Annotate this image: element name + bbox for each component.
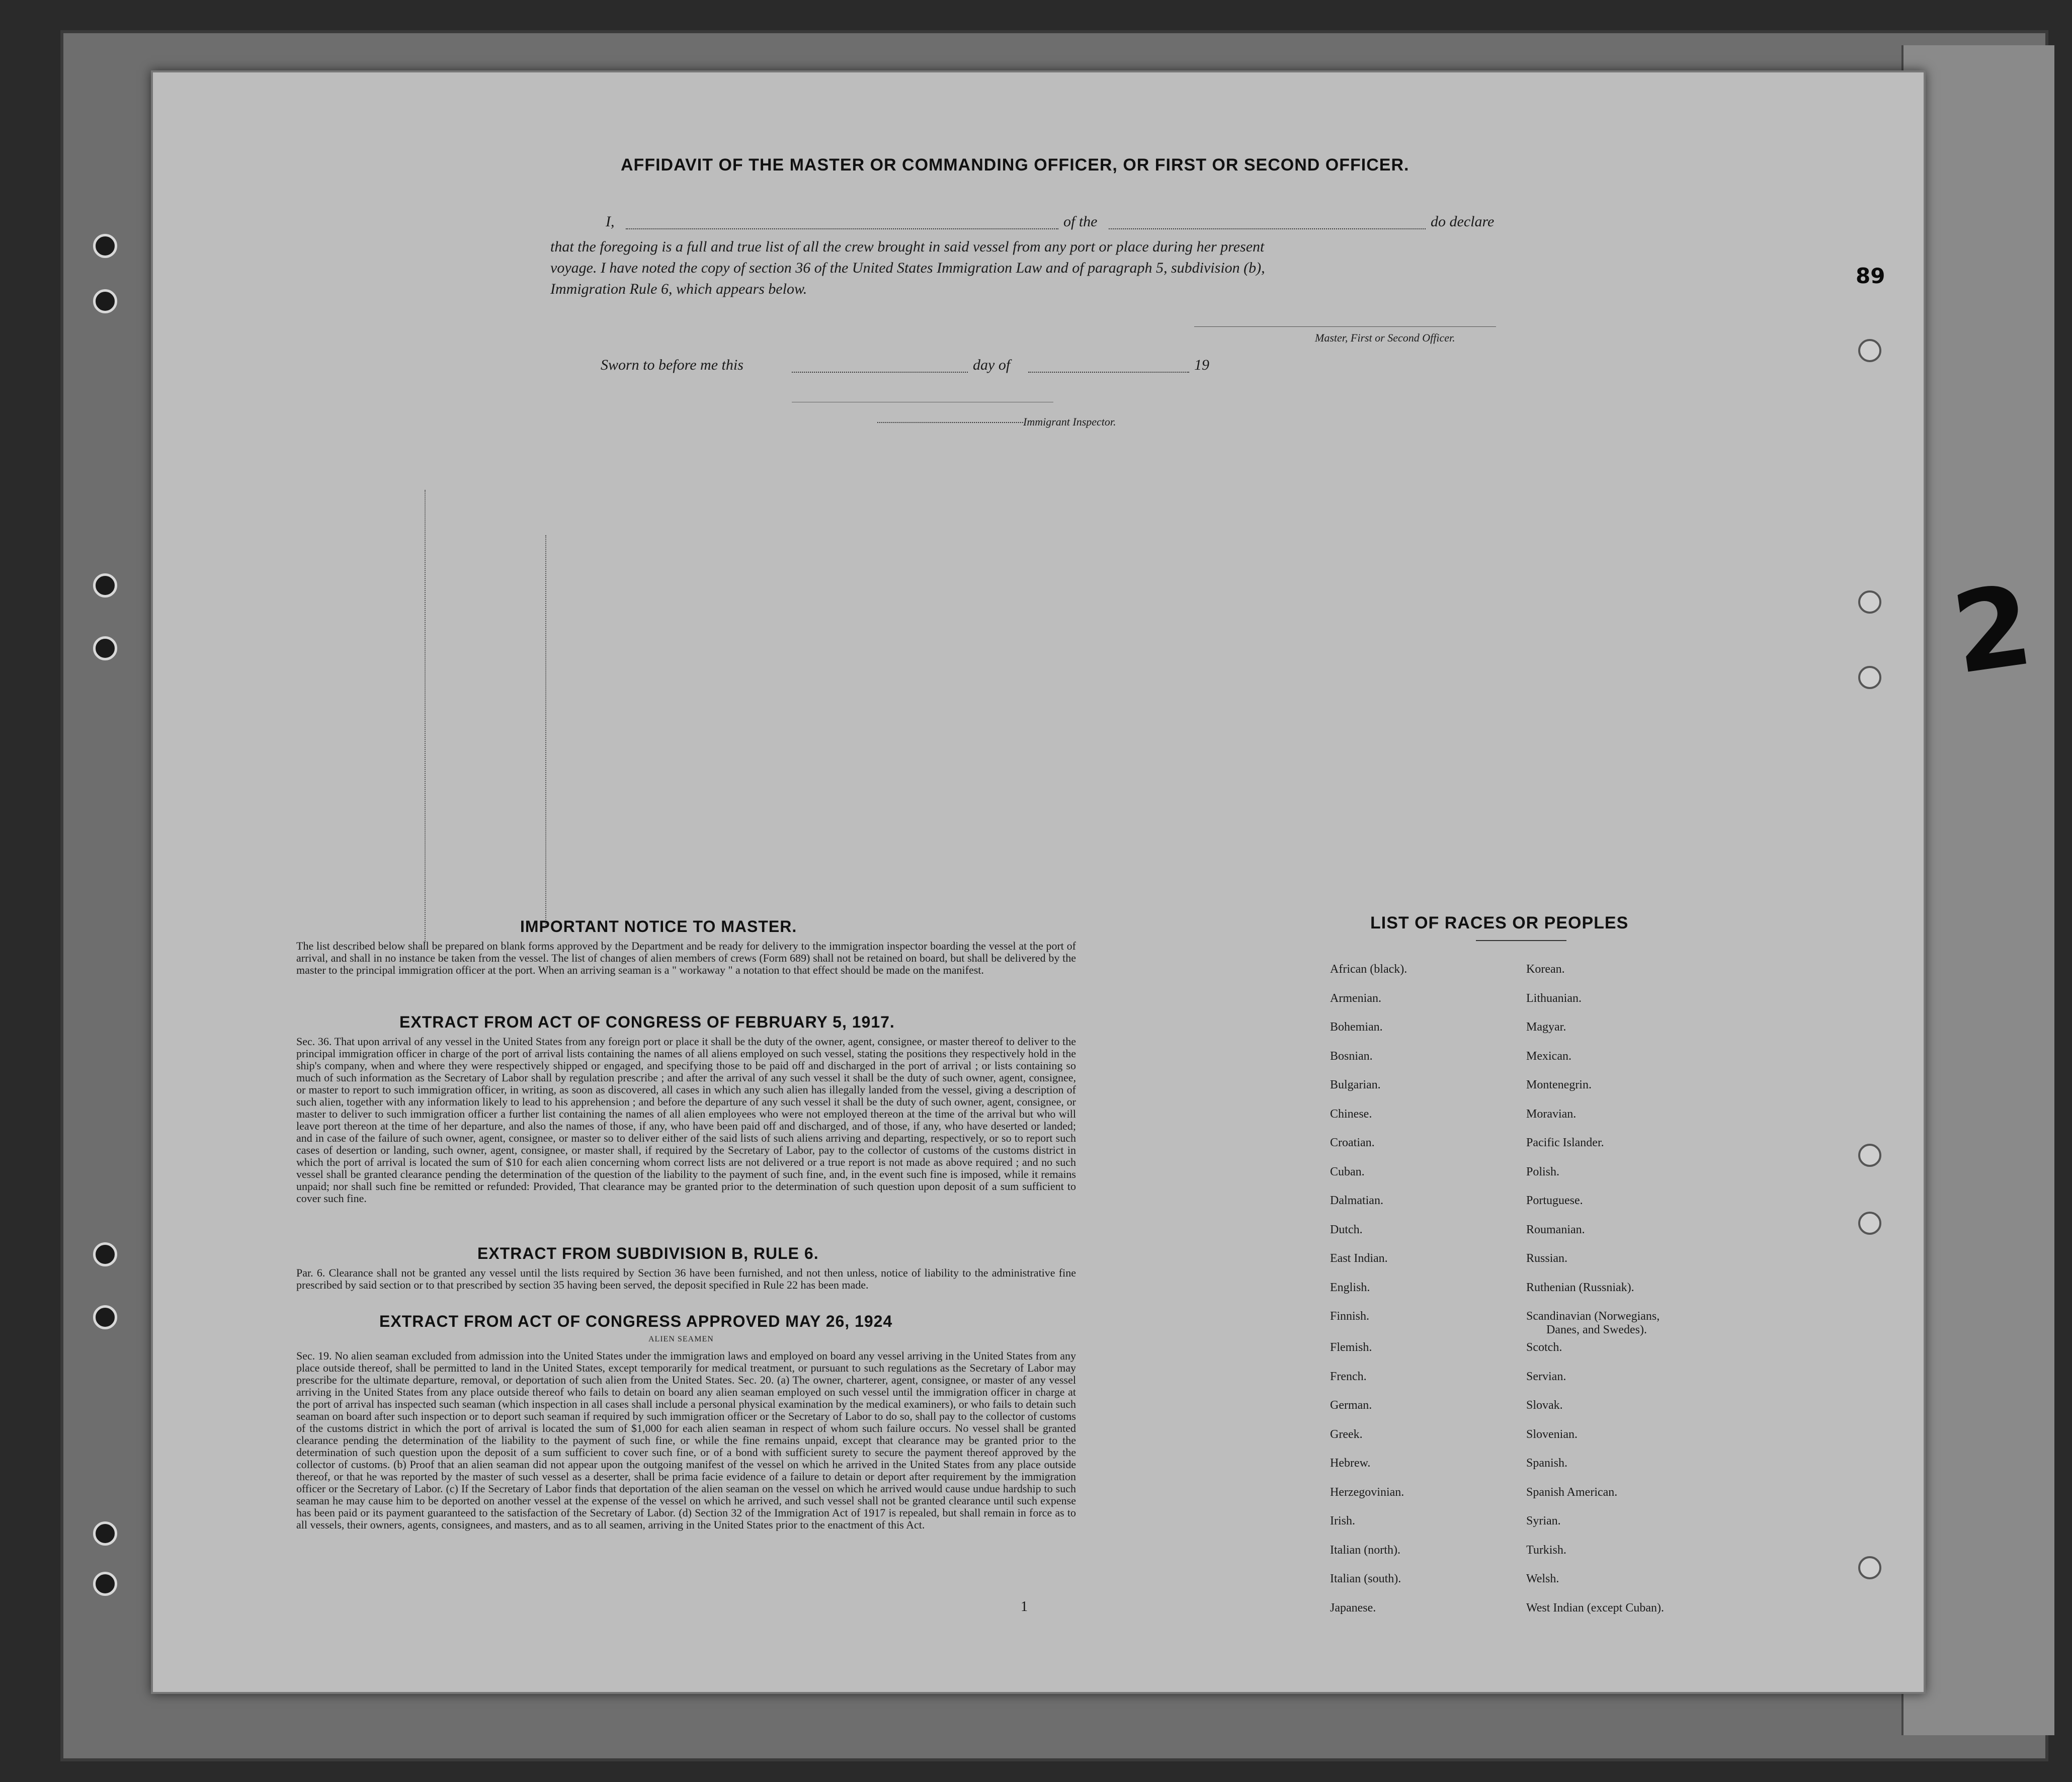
- race-item: Servian.: [1526, 1370, 1566, 1383]
- year-label: 19: [1194, 357, 1209, 373]
- race-item: Cuban.: [1330, 1165, 1365, 1178]
- extract-rule6-body: Par. 6. Clearance shall not be granted any vessel until the lists required by Section 36 have been furnished, and not then unless, notice of liability to the administrative fine prescribed by said section or to that prescribed by section 35 having been served, the deposit specified in Rule 22 has been made.: [296, 1266, 1076, 1291]
- punch-hole: [93, 234, 117, 258]
- affidavit-i-label: I,: [606, 213, 615, 230]
- race-item: Armenian.: [1330, 991, 1381, 1005]
- extract-1924-body: Sec. 19. No alien seaman excluded from admission into the United States under the immigration laws and employed on board any vessel arriving in the United States from any place outside thereof, shall be permitted to land in the United States, except temporarily for medical treatment, or pursuant to such regulations as the Secretary of Labor may prescribe for the ultimate departure, removal, or deportation of such alien from the United States. Sec. 20. (a) The owner, charterer, agent, consignee, or master of any vessel arriving in the United States from any place outside thereof who fails to detain on board any alien seaman employed on such vessel until the immigration officer in charge at the port of arrival has inspected such seaman (which inspection in all cases shall include a personal physical examination by the medical examiners), or who fails to detain such seaman on board after such inspection or to deport such seaman if required by such immigration officer or the Secretary of Labor to do so, shall pay to the collector of customs of the customs district in which the port of arrival is located the sum of $1,000 for each alien seaman in respect of whom such failure occurs. No vessel shall be granted clearance pending the determination of the liability to the payment of such fine, or while the fine remains unpaid, except that clearance may be granted prior to the determination of such question upon the deposit of a sum sufficient to cover such fine, or of a bond with sufficient surety to secure the payment thereof approved by the collector of customs. (b) Proof that an alien seaman did not appear upon the outgoing manifest of the vessel on which he arrived in the United States from any place outside thereof, or that he was reported by the master of such vessel as a deserter, shall be prima facie evidence of a failure to detain or deport after requirement by the immigration officer or the Secretary of Labor. (c) If the Secretary of Labor finds that deportation of the alien seaman on the vessel on which he arrived would cause undue hardship to such seaman he may cause him to be deported on another vessel at the expense of the vessel on which he arrived, and such vessel shall not be granted clearance until such expense has been paid or its payment guaranteed to the satisfaction of the Secretary of Labor. (d) Section 32 of the Immigration Act of 1917 is repealed, but shall remain in force as to all vessels, their owners, agents, consignees, and masters, and as to all seamen, arriving in the United States prior to the enactment of this Act.: [296, 1349, 1076, 1531]
- race-item: Italian (south).: [1330, 1572, 1401, 1585]
- punch-hole: [1858, 1144, 1881, 1167]
- races-title-rule: [1476, 940, 1566, 941]
- master-signature-line: [1194, 326, 1496, 327]
- sworn-month-line: [1028, 372, 1189, 373]
- punch-hole: [93, 636, 117, 660]
- race-item: Moravian.: [1526, 1107, 1577, 1121]
- race-item: Chinese.: [1330, 1107, 1372, 1121]
- race-item: East Indian.: [1330, 1252, 1388, 1265]
- race-item: Spanish.: [1526, 1457, 1568, 1470]
- race-item: Bosnian.: [1330, 1049, 1373, 1063]
- race-item: Magyar.: [1526, 1021, 1566, 1034]
- right-page-number: 89: [1856, 264, 1885, 288]
- race-item: Flemish.: [1330, 1341, 1372, 1354]
- race-item: Slovak.: [1526, 1399, 1563, 1412]
- vessel-line: [1109, 228, 1426, 229]
- affidavit-of-the: of the: [1063, 213, 1098, 230]
- races-left-column: [1330, 963, 1407, 1630]
- race-item: Greek.: [1330, 1427, 1363, 1441]
- race-item: Croatian.: [1330, 1136, 1375, 1149]
- race-item: Russian.: [1526, 1252, 1568, 1265]
- race-item-continuation: Danes, and Swedes).: [1546, 1323, 1647, 1336]
- extract-1924-subtitle: ALIEN SEAMEN: [648, 1335, 714, 1343]
- affidavit-line3: voyage. I have noted the copy of section 36 of the United States Immigration Law and of paragraph 5, subdivision (b),: [550, 260, 1265, 276]
- race-item: Lithuanian.: [1526, 991, 1582, 1005]
- race-item: Italian (north).: [1330, 1543, 1400, 1557]
- bottom-mark: 1: [1021, 1599, 1028, 1615]
- punch-hole: [93, 1572, 117, 1596]
- notice-body: The list described below shall be prepared on blank forms approved by the Department and be ready for delivery to the immigration inspector boarding the vessel at the port of arrival, and shall in no instance be taken from the vessel. The list of changes of alien members of crews (Form 689) shall not be retained on board, but shall be delivered by the master to the principal immigration officer at the port. When an arriving seaman is a " workaway " a notation to that effect should be made on the manifest.: [296, 940, 1076, 976]
- race-item: Polish.: [1526, 1165, 1560, 1178]
- punch-hole: [1858, 339, 1881, 362]
- punch-hole: [93, 1521, 117, 1546]
- race-item: Bohemian.: [1330, 1021, 1383, 1034]
- race-item: Mexican.: [1526, 1049, 1571, 1063]
- manifest-page: [151, 70, 2040, 1694]
- race-item: [1526, 1310, 1664, 1341]
- race-item: Ruthenian (Russniak).: [1526, 1281, 1634, 1294]
- punch-hole: [1858, 1212, 1881, 1235]
- race-item: Pacific Islander.: [1526, 1136, 1604, 1149]
- handwritten-number: 2: [1945, 560, 2040, 699]
- races-right-column: [1526, 963, 1664, 1630]
- race-item: Japanese.: [1330, 1601, 1376, 1615]
- master-signature-label: Master, First or Second Officer.: [1315, 331, 1455, 344]
- punch-hole: [93, 1242, 117, 1266]
- race-item: French.: [1330, 1370, 1367, 1383]
- race-item: Korean.: [1526, 963, 1565, 976]
- race-item: Turkish.: [1526, 1543, 1566, 1557]
- race-item: Finnish.: [1330, 1310, 1370, 1323]
- race-item: Bulgarian.: [1330, 1078, 1381, 1091]
- race-item: Dutch.: [1330, 1223, 1363, 1236]
- race-item: Syrian.: [1526, 1514, 1561, 1528]
- sworn-day-line: [792, 372, 968, 373]
- punch-hole: [93, 289, 117, 313]
- notice-title: IMPORTANT NOTICE TO MASTER.: [520, 917, 797, 936]
- affidavit-do-declare: do declare: [1431, 213, 1495, 230]
- punch-hole: [93, 573, 117, 598]
- race-item: Herzegovinian.: [1330, 1485, 1404, 1499]
- inspector-label: Immigrant Inspector.: [1023, 415, 1116, 428]
- affidavit-line2: that the foregoing is a full and true list of all the crew brought in said vessel from any port or place during her present: [550, 238, 1265, 255]
- extract-1917-title: EXTRACT FROM ACT OF CONGRESS OF FEBRUARY 5, 1917.: [399, 1013, 895, 1031]
- race-item: Hebrew.: [1330, 1457, 1371, 1470]
- race-item: Spanish American.: [1526, 1485, 1618, 1499]
- race-item: African (black).: [1330, 963, 1407, 976]
- sworn-label: Sworn to before me this: [601, 357, 743, 373]
- extract-1917-body: Sec. 36. That upon arrival of any vessel in the United States from any foreign port or place it shall be the duty of the owner, agent, consignee, or master thereof to deliver to the principal immigration officer in charge of the port of arrival lists containing the names of all aliens employed on such vessel, stating the positions they respectively hold in the ship's company, when and where they were respectively shipped or engaged, and specifying those to be paid off and discharged in the port of arrival ; or lists containing so much of such information as the Secretary of Labor shall by regulation prescribe ; and after the arrival of any such vessel it shall be the duty of such owner, agent, consignee, or master to report to such immigration officer, in writing, as soon as discovered, all cases in which any such alien has illegally landed from the vessel, giving a description of such alien, together with any information likely to lead to his apprehension ; and before the departure of any such vessel it shall be the duty of such owner, agent, consignee, or master to deliver to such immigration officer a further list containing the names of all alien employees who were not employed thereon at the time of the arrival but who will leave port thereon at the time of her departure, and also the names of those, if any, who have been paid off and discharged, and of those, if any, who have deserted or landed; and in case of the failure of such owner, agent, consignee, or master so to deliver either of the said lists of such aliens arriving and departing, respectively, or so to report such cases of desertion or landing, such owner, agent, consignee, or master shall, if required by the Secretary of Labor, pay to the collector of customs of the customs district in which the port of arrival is located the sum of $10 for each alien concerning whom correct lists are not delivered or a true report is not made as above required ; and no such vessel shall be granted clearance pending the determination of the question of the liability to the payment of such fine, and, in the event such fine is imposed, while it remains unpaid; nor shall such fine be remitted or refunded: Provided, That clearance may be granted prior to the determination of such question upon deposit of a sum sufficient to cover such fine.: [296, 1035, 1076, 1205]
- punch-hole: [1858, 590, 1881, 614]
- race-item-line: Scandinavian (Norwegians,: [1526, 1310, 1660, 1323]
- race-item: German.: [1330, 1399, 1372, 1412]
- punch-hole: [1858, 1556, 1881, 1579]
- race-item: English.: [1330, 1281, 1370, 1294]
- race-item: Dalmatian.: [1330, 1194, 1383, 1207]
- day-of-label: day of: [973, 357, 1011, 373]
- punch-hole: [93, 1305, 117, 1329]
- name-line: [626, 228, 1058, 229]
- race-item: Slovenian.: [1526, 1427, 1578, 1441]
- affidavit-title: AFFIDAVIT OF THE MASTER OR COMMANDING OFFICER, OR FIRST OR SECOND OFFICER.: [621, 155, 1410, 175]
- race-item: Montenegrin.: [1526, 1078, 1592, 1091]
- punch-hole: [1858, 666, 1881, 689]
- race-item: Welsh.: [1526, 1572, 1559, 1585]
- race-item: Portuguese.: [1526, 1194, 1583, 1207]
- race-item: Scotch.: [1526, 1341, 1562, 1354]
- column-guide: [425, 490, 426, 943]
- race-item: Irish.: [1330, 1514, 1355, 1528]
- race-item: Roumanian.: [1526, 1223, 1585, 1236]
- races-title: LIST OF RACES OR PEOPLES: [1370, 913, 1629, 932]
- column-guide: [545, 535, 546, 927]
- inspector-line-2: [877, 422, 1023, 423]
- extract-rule6-title: EXTRACT FROM SUBDIVISION B, RULE 6.: [477, 1244, 819, 1262]
- race-item: West Indian (except Cuban).: [1526, 1601, 1664, 1615]
- extract-1924-title: EXTRACT FROM ACT OF CONGRESS APPROVED MAY 26, 1924: [379, 1312, 893, 1330]
- affidavit-line4: Immigration Rule 6, which appears below.: [550, 281, 807, 297]
